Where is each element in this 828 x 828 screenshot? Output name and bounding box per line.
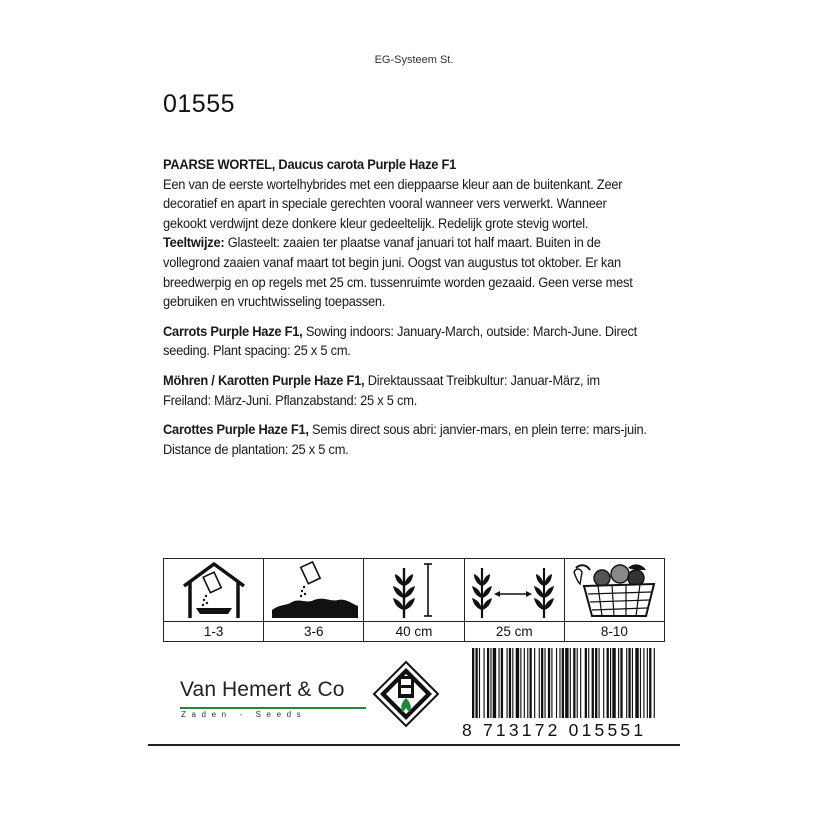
barcode-bar [595,648,597,718]
barcode-bar [501,648,503,718]
product-code: 01555 [163,90,236,118]
brand-name: Van Hemert & Co [180,678,345,701]
description-block [163,155,649,469]
outdoor-sowing-icon [266,560,362,620]
plant-height-cell [364,559,464,641]
barcode-bar [635,648,638,718]
english-paragraph [163,322,649,361]
barcode-bar [541,648,543,718]
greenhouse-sowing-icon [166,560,262,620]
barcode-bar [484,648,485,718]
harvest-basket-icon [566,560,662,620]
barcode-bar [490,648,491,718]
barcode-bar [556,648,557,718]
harvest-cell [565,559,664,641]
barcode-bar [626,648,627,718]
dutch-title: PAARSE WORTEL, Daucus carota Purple Haze F1 [163,157,457,172]
barcode-bar [487,648,489,718]
barcode-bar [620,648,622,718]
barcode-number: 8 713172 015551 [462,720,647,740]
barcode-bar [612,648,615,718]
plant-height-label: 40 cm [395,624,433,639]
german-title: Möhren / Karotten Purple Haze F1, [163,372,365,388]
sowing-info-grid [163,558,665,642]
barcode-bar [509,648,511,718]
harvest-label: 8-10 [600,624,628,639]
barcode-bar [512,648,513,718]
dutch-paragraph [163,155,649,312]
barcode-bar [643,648,644,718]
barcode-bar [475,648,477,718]
barcode-bar [520,648,521,718]
french-text: Semis direct sous abri: janvier-mars, en plein terre: mars-juin. Distance de plantation: 25 x 5 cm. [163,422,647,457]
barcode-bar [539,648,540,718]
barcode-bar [493,648,496,718]
sowing-outdoor-cell [264,559,364,641]
barcode-bar [618,648,619,718]
brand-tagline: Zaden - Seeds [181,710,307,719]
barcode-bar [603,648,604,718]
barcode-bar [570,648,571,718]
brand-underline [180,707,366,709]
barcode-bar [647,648,648,718]
sowing-indoor-label: 1-3 [203,624,224,639]
plant-spacing-icon [466,560,562,620]
barcode-bar [479,648,480,718]
barcode-bar [632,648,633,718]
cultivation-text: Glasteelt: zaaien ter plaatse vanaf januari tot half maart. Buiten in de vollegrond zaaien vanaf maart tot begin juni. Oogst van augustus tot oktober. Er kan breedwerpig en op regels met 25 cm. tussenruimte worden gezaaid. Geen verse mest gebruiken en vruchtwisseling toepassen. [163,235,633,310]
barcode-graphic [472,648,658,718]
cultivation-label: Teeltwijze: [163,235,225,251]
french-paragraph [163,420,649,459]
sowing-indoor-cell [164,559,264,641]
french-title: Carottes Purple Haze F1, [163,422,309,438]
barcode-bar [530,648,532,718]
barcode-bar [527,648,528,718]
plant-spacing-cell [465,559,565,641]
barcode-bar [649,648,651,718]
english-text: Sowing indoors: January-March, outside: March-June. Direct seeding. Plant spacing: 25 x 5 cm. [163,323,638,359]
barcode-bar [573,648,575,718]
dutch-description: Een van de eerste wortelhybrides met een dieppaarse kleur aan de buitenkant. Zeer decoratief en apart in speciale gerechten vooral wanneer vers verwerkt. Wanneer gekookt verdwijnt deze donkere kleur gedeeltelijk. Redelijk grote stevig wortel. [163,176,623,231]
barcode-bar [551,648,552,718]
german-text: Direktaussaat Treibkultur: Januar-März, im Freiland: März-Juni. Pflanzabstand: 25 x 5 cm. [163,372,600,408]
german-paragraph [163,371,649,410]
barcode-bar [585,648,587,718]
barcode-bar [592,648,594,718]
barcode-bar [580,648,581,718]
barcode-bar [599,648,600,718]
barcode-bar [472,648,474,718]
plant-height-icon [366,560,462,620]
barcode-bar [507,648,508,718]
certification-label: EG-Systeem St. [374,54,454,66]
bottom-divider [148,744,680,746]
english-title: Carrots Purple Haze F1, [163,323,303,339]
barcode-bar [654,648,655,718]
barcode-bar [548,648,550,718]
barcode-bar [607,648,609,718]
barcode-bar [498,648,499,718]
barcode-bar [544,648,545,718]
barcode-bar [516,648,519,718]
plant-spacing-label: 25 cm [495,624,533,639]
company-logo-icon [372,660,440,728]
barcode-bar [524,648,525,718]
barcode-bar [610,648,611,718]
barcode-bar [559,648,560,718]
barcode-bar [577,648,578,718]
barcode-bar [562,648,564,718]
barcode-bar [640,648,641,718]
barcode-bar [588,648,589,718]
barcode-bar [628,648,630,718]
barcode-bar [534,648,535,718]
barcode-bar [565,648,568,718]
sowing-outdoor-label: 3-6 [304,624,324,639]
